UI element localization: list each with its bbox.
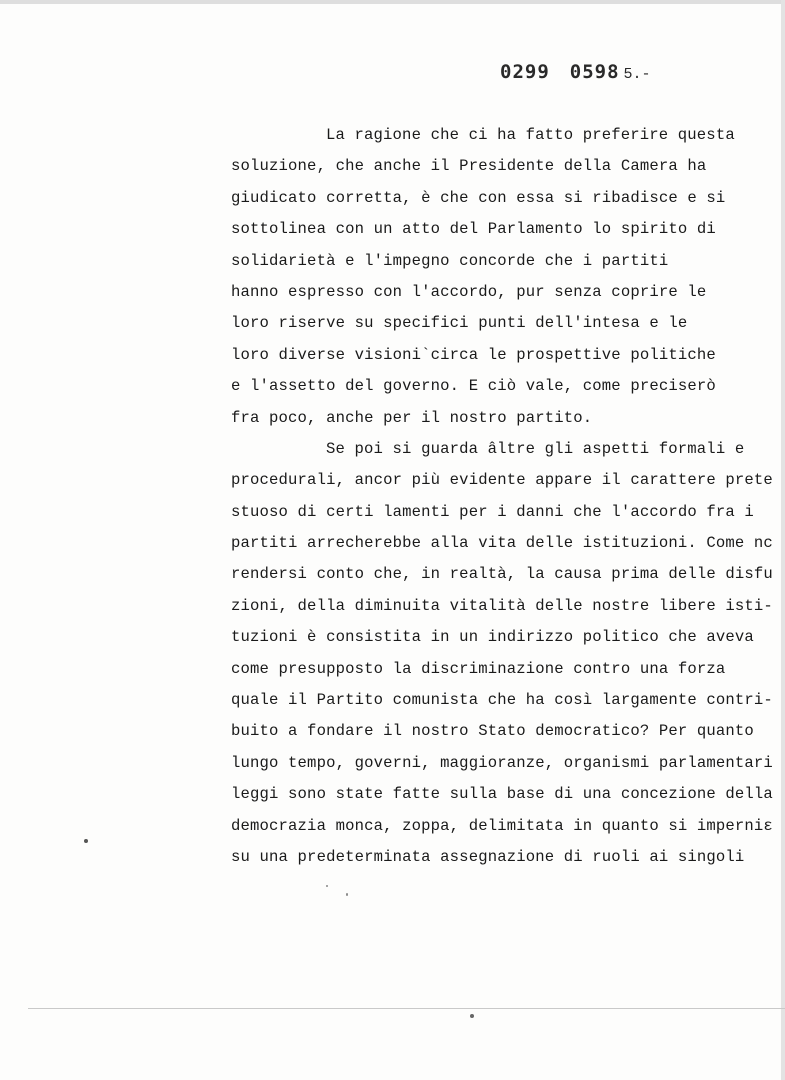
text-line: procedurali, ancor più evidente appare il carattere prete (231, 471, 773, 490)
text-line: e l'assetto del governo. E ciò vale, come preciserò (231, 377, 716, 396)
text-line: loro diverse visioni`circa le prospettive politiche (231, 345, 716, 364)
text-line: tuzioni è consistita in un indirizzo politico che aveva (231, 628, 754, 647)
text-line: fra poco, anche per il nostro partito. (231, 408, 593, 427)
text-line: buito a fondare il nostro Stato democratico? Per quanto (231, 722, 754, 741)
text-line: hanno espresso con l'accordo, pur senza coprire le (231, 282, 707, 301)
text-line: su una predeterminata assegnazione di ruoli ai singoli (231, 847, 745, 866)
scan-right-edge (781, 0, 785, 1080)
text-line: leggi sono state fatte sulla base di una concezione della (231, 785, 773, 804)
text-line: democrazia monca, zoppa, delimitata in quanto si imperniε (231, 816, 773, 835)
typewritten-text (231, 120, 776, 873)
archive-stamp-left: 0299 (500, 61, 550, 83)
text-line: Se poi si guarda âltre gli aspetti formali e (326, 439, 745, 458)
text-line: giudicato corretta, è che con essa si ribadisce e si (231, 188, 726, 207)
ink-speck (346, 893, 348, 896)
text-line: solidarietà e l'impegno concorde che i partiti (231, 251, 669, 270)
text-line: lungo tempo, governi, maggioranze, organismi parlamentari (231, 753, 773, 772)
text-line: sottolinea con un atto del Parlamento lo spirito di (231, 220, 716, 239)
text-line: come presupposto la discriminazione contro una forza (231, 659, 726, 678)
ink-speck (84, 839, 88, 843)
page-number: 5.- (623, 66, 651, 83)
archive-stamp (500, 61, 651, 83)
scan-top-edge (0, 0, 785, 4)
text-line: loro riserve su specifici punti dell'intesa e le (231, 314, 688, 333)
text-line: rendersi conto che, in realtà, la causa prima delle disfu (231, 565, 773, 584)
text-line: quale il Partito comunista che ha così largamente contri- (231, 691, 773, 710)
text-line: soluzione, che anche il Presidente della Camera ha (231, 157, 707, 176)
ink-speck (470, 1014, 474, 1018)
text-line: La ragione che ci ha fatto preferire questa (326, 126, 735, 144)
text-line: partiti arrecherebbe alla vita delle istituzioni. Come nc (231, 534, 773, 553)
archive-stamp-right: 0598 (569, 61, 620, 83)
ink-speck (326, 885, 328, 887)
text-line: stuoso di certi lamenti per i danni che l'accordo fra i (231, 502, 754, 521)
text-line: zioni, della diminuita vitalità delle nostre libere isti- (231, 596, 773, 615)
bottom-edge-line (28, 1008, 785, 1009)
